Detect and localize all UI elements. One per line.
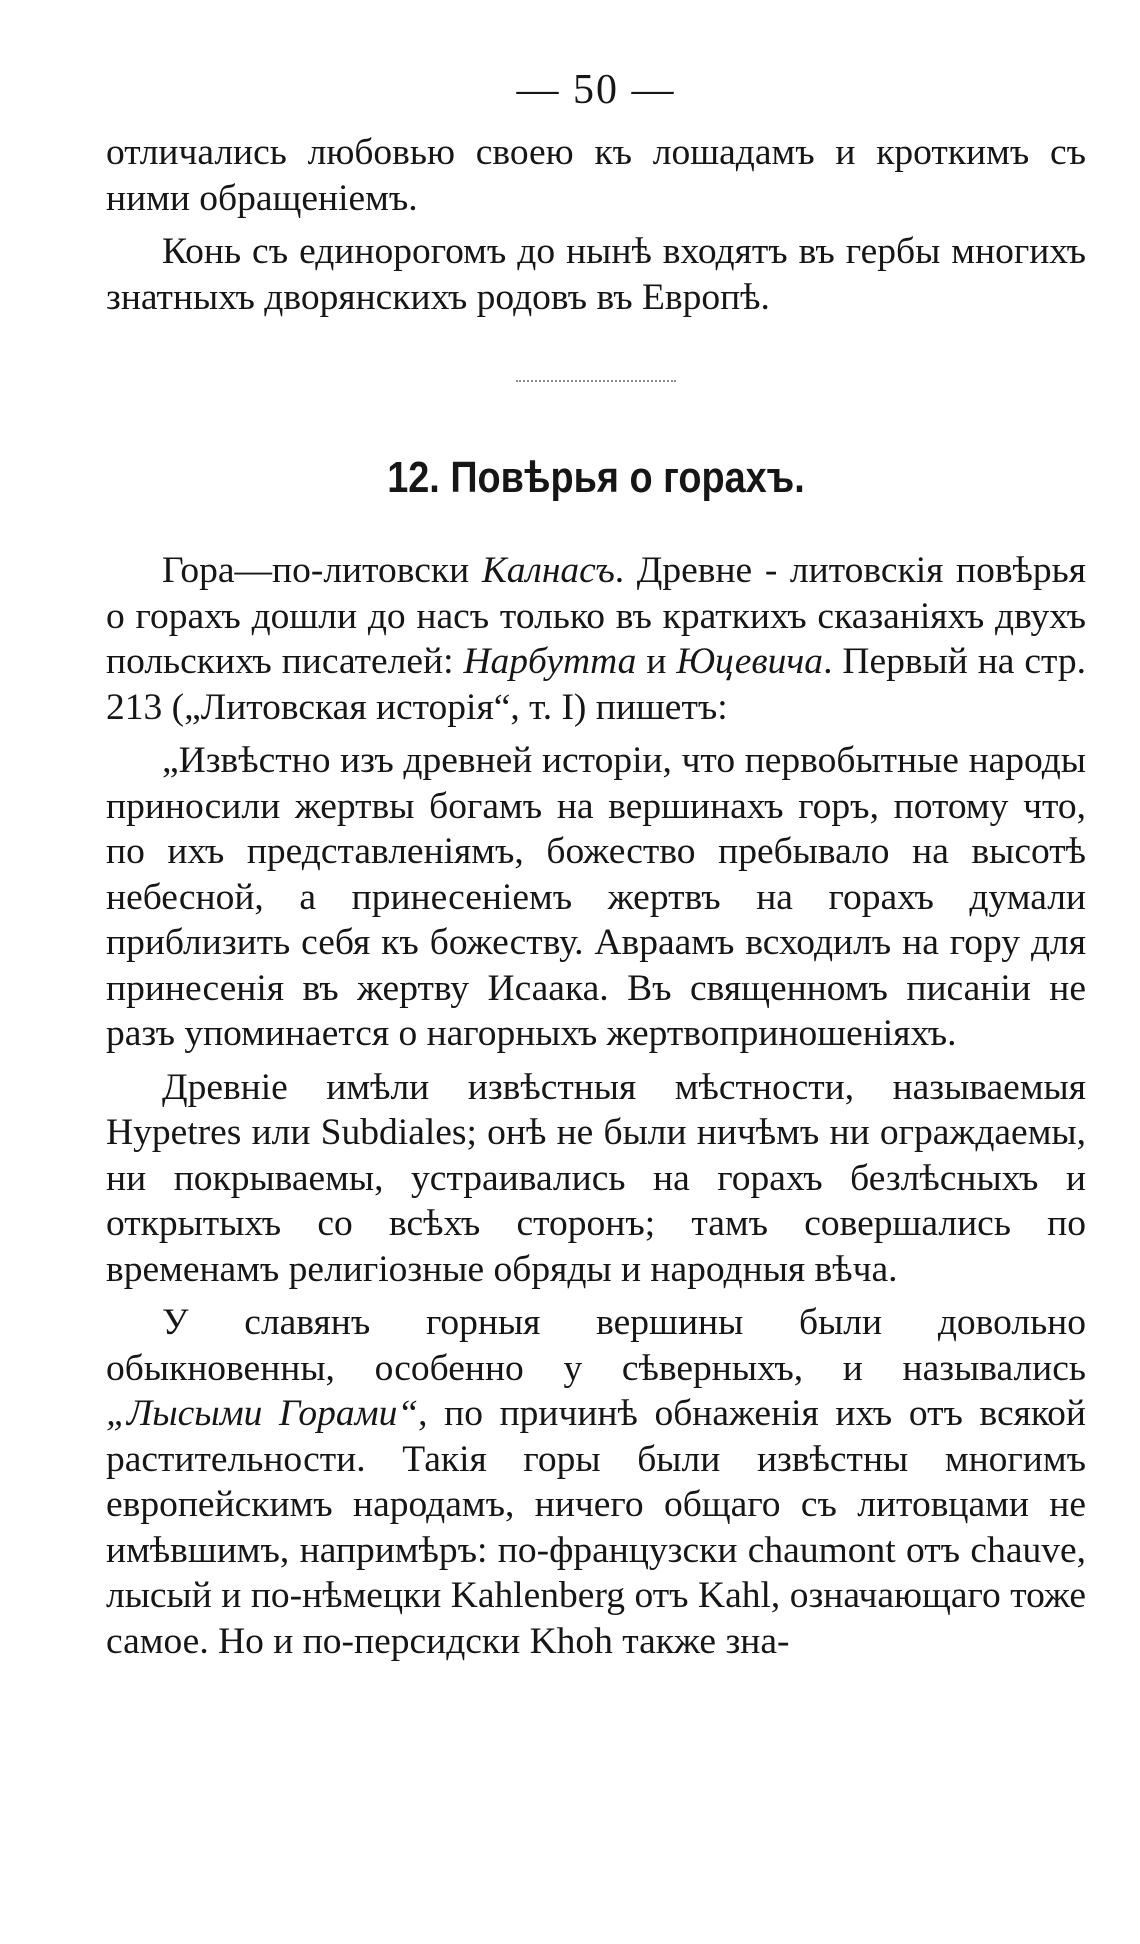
page-number: — 50 — — [516, 67, 676, 113]
paragraph-hypetres: Древніе имѣли извѣстныя мѣстности, называемыя Hypetres или Subdiales; онѣ не были ничѣмъ ни ограждаемы, ни покрываемы, устраивались на горахъ безлѣсныхъ и открытыхъ со всѣхъ сторонъ; тамъ совершались по временамъ религіозные обряды и народныя вѣча. — [106, 1066, 1086, 1290]
para4-italic-bald-mountains: „Лысыми Горами“ — [106, 1393, 419, 1434]
para1-text-g: . Первый на стр. 213 („Литовская исторія“, т. I) пишетъ: — [106, 641, 1086, 728]
paragraph-intro — [106, 548, 1086, 730]
para1-italic-kalnas: Калнасъ — [481, 550, 615, 591]
para1-italic-yutsevich: Юцевича — [676, 641, 824, 682]
paragraph-coat-of-arms: Конь съ единорогомъ до нынѣ входятъ въ гербы многихъ знатныхъ дворянскихъ родовъ въ Европѣ. — [106, 231, 1086, 318]
paragraph-continued: отличались любовью своею къ лошадамъ и кроткимъ съ ними обращеніемъ. — [106, 132, 1086, 219]
paragraph-quote: „Извѣстно изъ древней исторіи, что первобытные народы приносили жертвы богамъ на вершинахъ горъ, потому что, по ихъ представленіямъ, божество пребывало на высотѣ небесной, а принесеніемъ жертвъ на горахъ думали приблизить себя къ божеству. Авраамъ всходилъ на гору для принесенія въ жертву Исаака. Въ священномъ писаніи не разъ упоминается о нагорныхъ жертвоприношеніяхъ. — [106, 740, 1086, 1054]
section-divider — [516, 380, 676, 382]
para4-text-c: , по причинѣ обнаженія ихъ отъ всякой растительности. Такія горы были извѣстны многимъ европейскимъ народамъ, ничего общаго съ литовцами не имѣвшимъ, напримѣръ: по-французски chaumont отъ chauve, лысый и по-нѣмецки Kahlenberg отъ Kahl, означающаго тоже самое. Но и по-персидски Khoh также зна- — [106, 1393, 1086, 1662]
para1-italic-narbutt: Нарбутта — [463, 641, 637, 682]
section-heading: 12. Повѣрья о горахъ. — [387, 453, 805, 502]
para1-text-a: Гора—по-литовски — [162, 550, 482, 591]
para4-text-a: У славянъ горныя вершины были довольно обыкновенны, особенно у сѣверныхъ, и назывались — [106, 1302, 1086, 1389]
paragraph-slavs — [106, 1300, 1086, 1664]
para1-text-e: и — [636, 641, 677, 682]
book-page — [106, 60, 1086, 1920]
para1-text-c: . Древне - литовскія повѣрья о горахъ дошли до насъ только въ краткихъ сказаніяхъ двухъ польскихъ писателей: — [106, 550, 1086, 682]
